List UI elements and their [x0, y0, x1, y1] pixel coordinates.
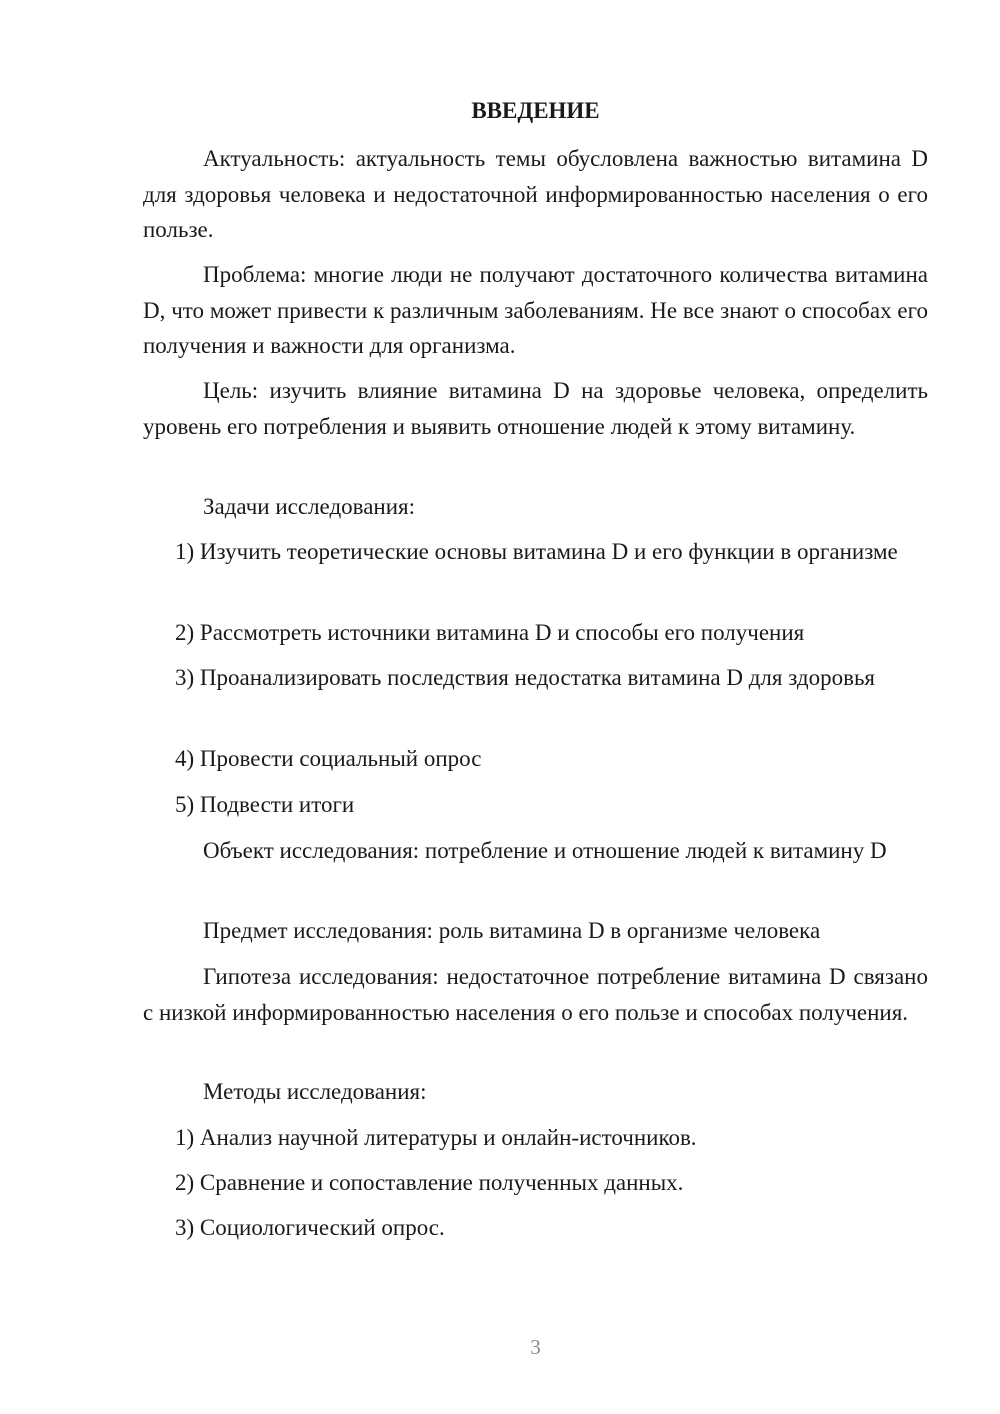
task-item-5: 5) Подвести итоги — [175, 792, 355, 817]
method-item-2: 2) Сравнение и сопоставление полученных данных. — [175, 1170, 684, 1195]
tasks-title: Задачи исследования: — [203, 494, 416, 519]
task-item-3: 3) Проанализировать последствия недостатка витамина D для здоровья — [175, 665, 876, 690]
page-number: 3 — [530, 1335, 541, 1359]
method-item-3: 3) Социологический опрос. — [175, 1215, 445, 1240]
paragraph-object: Объект исследования: потребление и отношение людей к витамину D — [203, 838, 887, 863]
methods-title: Методы исследования: — [203, 1079, 427, 1104]
paragraph-subject: Предмет исследования: роль витамина D в организме человека — [203, 918, 821, 943]
page-title: ВВЕДЕНИЕ — [471, 98, 600, 123]
task-item-4: 4) Провести социальный опрос — [175, 746, 482, 771]
document-page — [143, 0, 928, 1414]
method-item-1: 1) Анализ научной литературы и онлайн-источников. — [175, 1125, 697, 1150]
task-item-2: 2) Рассмотреть источники витамина D и способы его получения — [175, 620, 805, 645]
paragraph-hypothesis: Гипотеза исследования: недостаточное потребление витамина D связано с низкой информированностью населения о его пользе и способах получения. — [143, 964, 928, 1025]
paragraph-relevance: Актуальность: актуальность темы обусловлена важностью витамина D для здоровья человека и недостаточной информированностью населения о его пользе. — [143, 146, 928, 242]
paragraph-problem: Проблема: многие люди не получают достаточного количества витамина D, что может привести к различным заболеваниям. Не все знают о способах его получения и важности для организма. — [143, 262, 928, 358]
task-item-1: 1) Изучить теоретические основы витамина D и его функции в организме — [175, 539, 898, 564]
paragraph-goal: Цель: изучить влияние витамина D на здоровье человека, определить уровень его потребления и выявить отношение людей к этому витамину. — [143, 378, 928, 439]
